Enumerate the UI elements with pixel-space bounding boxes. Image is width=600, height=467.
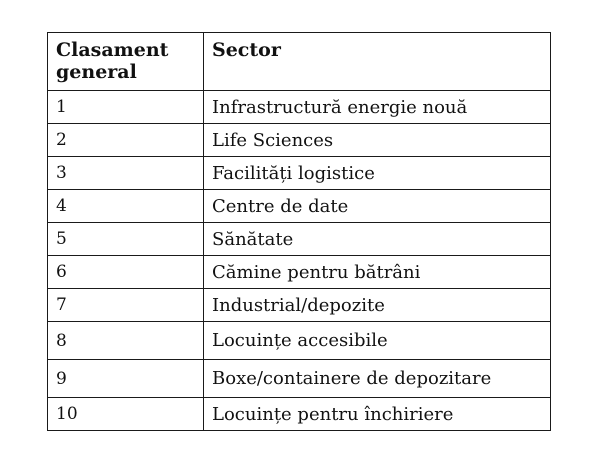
column-header-sector: Sector <box>204 33 551 91</box>
sector-cell: Locuințe pentru închiriere <box>204 398 551 431</box>
sector-cell: Locuințe accesibile <box>204 322 551 360</box>
rank-cell: 5 <box>48 223 204 256</box>
rank-cell: 6 <box>48 256 204 289</box>
sector-cell: Centre de date <box>204 190 551 223</box>
rank-cell: 4 <box>48 190 204 223</box>
rank-cell: 9 <box>48 360 204 398</box>
sector-cell: Sănătate <box>204 223 551 256</box>
table-row <box>48 124 551 157</box>
rank-cell: 10 <box>48 398 204 431</box>
column-header-rank: Clasament general <box>48 33 204 91</box>
table-row <box>48 398 551 431</box>
table-row <box>48 322 551 360</box>
rank-cell: 7 <box>48 289 204 322</box>
table-row <box>48 157 551 190</box>
rank-cell: 2 <box>48 124 204 157</box>
sector-cell: Industrial/depozite <box>204 289 551 322</box>
sector-ranking-table <box>47 32 551 431</box>
sector-cell: Infrastructură energie nouă <box>204 91 551 124</box>
rank-cell: 1 <box>48 91 204 124</box>
table-row <box>48 223 551 256</box>
table-row <box>48 91 551 124</box>
sector-cell: Cămine pentru bătrâni <box>204 256 551 289</box>
sector-cell: Life Sciences <box>204 124 551 157</box>
rank-cell: 3 <box>48 157 204 190</box>
table-row <box>48 256 551 289</box>
sector-cell: Facilități logistice <box>204 157 551 190</box>
sector-cell: Boxe/containere de depozitare <box>204 360 551 398</box>
table-row <box>48 289 551 322</box>
table-row <box>48 190 551 223</box>
table-row <box>48 360 551 398</box>
rank-cell: 8 <box>48 322 204 360</box>
table-header-row <box>48 33 551 91</box>
